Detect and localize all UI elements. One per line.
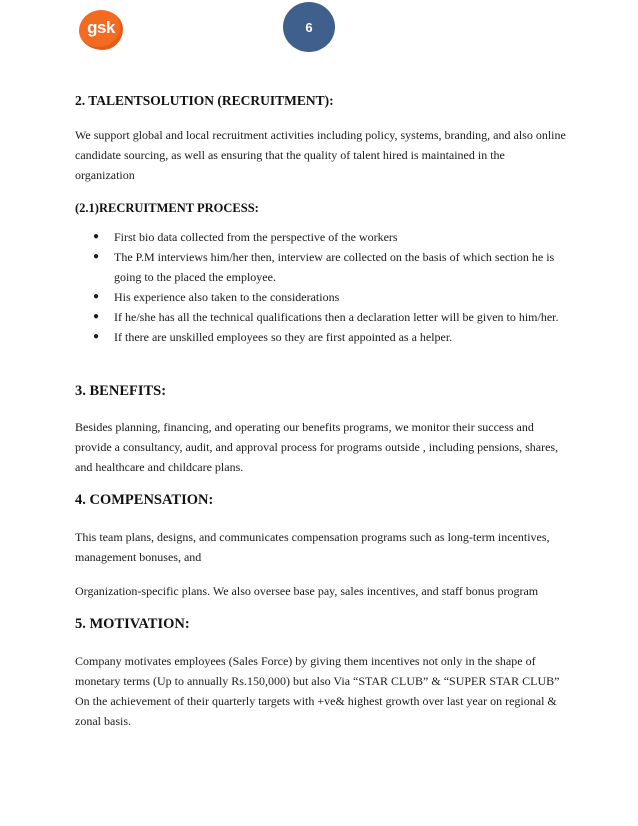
compensation-paragraph-2: Organization-specific plans. We also oversee base pay, sales incentives, and staff bonus program xyxy=(75,584,539,598)
motivation-heading: 5. MOTIVATION: xyxy=(75,616,190,632)
compensation-paragraph-1: This team plans, designs, and communicates compensation programs such as long-term incentives, management bonuses, and xyxy=(75,530,550,564)
list-item: ● If he/she has all the technical qualifications then a declaration letter will be given to him/her. xyxy=(75,307,567,327)
list-item: ● If there are unskilled employees so they are first appointed as a helper. xyxy=(75,327,567,347)
benefits-heading: 3. BENEFITS: xyxy=(75,383,167,399)
list-item: ● First bio data collected from the perspective of the workers xyxy=(75,227,567,247)
talent-solution-heading: 2. TALENTSOLUTION (RECRUITMENT): xyxy=(75,93,334,108)
bullet-icon: ● xyxy=(93,251,100,262)
recruitment-process-list xyxy=(75,227,567,347)
bullet-icon: ● xyxy=(93,331,100,342)
benefits-paragraph: Besides planning, financing, and operating our benefits programs, we monitor their success and provide a consultancy, audit, and approval process for programs outside , including pensions, shares, and healthcare and childcare plans. xyxy=(75,420,559,474)
gsk-logo xyxy=(79,10,123,50)
recruitment-process-heading: (2.1)RECRUITMENT PROCESS: xyxy=(75,201,259,215)
compensation-heading: 4. COMPENSATION: xyxy=(75,492,214,508)
bullet-icon: ● xyxy=(93,311,100,322)
page-number: 6 xyxy=(305,19,313,35)
talent-solution-paragraph: We support global and local recruitment activities including policy, systems, branding, and also online candidate sourcing, as well as ensuring that the quality of talent hired is maintained in the organization xyxy=(75,128,566,182)
bullet-icon: ● xyxy=(93,231,100,242)
page-number-badge xyxy=(283,2,335,52)
list-item: ● The P.M interviews him/her then, interview are collected on the basis of which section he is going to the placed the employee. xyxy=(75,247,567,287)
bullet-icon: ● xyxy=(93,291,100,302)
motivation-paragraph: Company motivates employees (Sales Force) by giving them incentives not only in the shape of monetary terms (Up to annually Rs.150,000) but also Via “STAR CLUB” & “SUPER STAR CLUB” On the achievement of their quarterly targets with +ve& highest growth over last year on regional & zonal basis. xyxy=(75,654,560,728)
logo-text: gsk xyxy=(87,18,115,37)
list-item: ● His experience also taken to the considerations xyxy=(75,287,567,307)
